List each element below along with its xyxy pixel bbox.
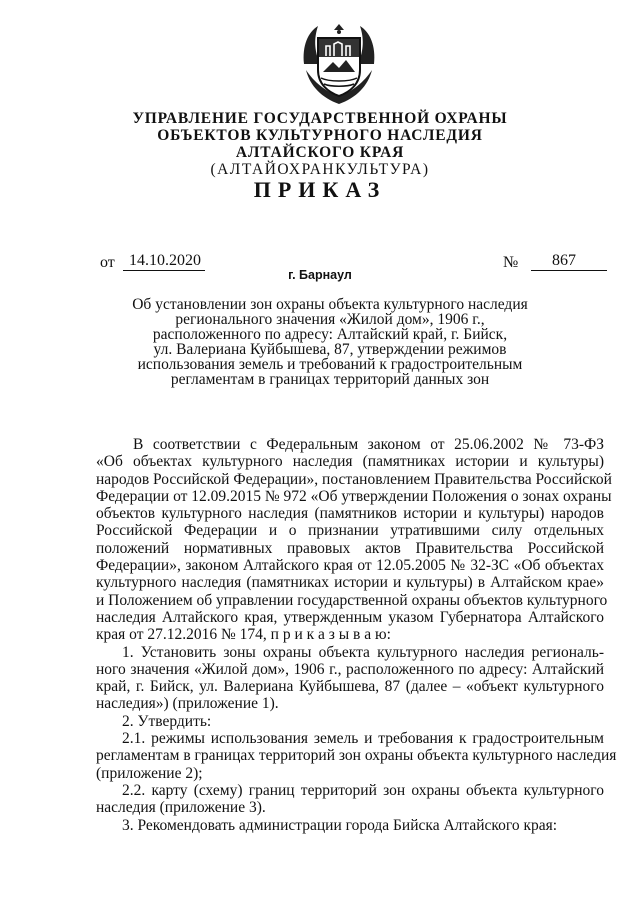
subject-line: ул. Валериана Куйбышева, 87, утверждении режимов: [153, 341, 507, 358]
item-2-2-line: наследия (приложение 3).: [96, 799, 266, 817]
item-1-line: ного значения «Жилой дом», 1906 г., расположенного по адресу: Алтайский: [96, 660, 604, 678]
subject-line: Об установлении зон охраны объекта культурного наследия: [132, 296, 528, 313]
org-short-name: (АЛТАЙОХРАНКУЛЬТУРА): [210, 161, 430, 178]
preamble-line: Российской Федерации и о признании утратившими силу отдельных: [96, 522, 604, 540]
org-name-line-1: УПРАВЛЕНИЕ ГОСУДАРСТВЕННОЙ ОХРАНЫ: [132, 110, 508, 127]
preamble-line: объектов культурного наследия (памятников истории и культуры) народов: [96, 505, 604, 523]
date-prefix: от: [100, 254, 115, 271]
subject-line: расположенного по адресу: Алтайский край, г. Бийск,: [152, 326, 508, 343]
subject-line: регионального значения «Жилой дом», 1906 г.,: [175, 311, 485, 328]
org-name-line-2: ОБЪЕКТОВ КУЛЬТУРНОГО НАСЛЕДИЯ: [157, 127, 483, 144]
preamble-line: края от 27.12.2016 № 174, п р и к а з ы в а ю:: [96, 626, 391, 644]
item-1-line: наследия») (приложение 1).: [96, 695, 279, 713]
preamble-line: «Об объектах культурного наследия (памятниках истории и культуры): [96, 453, 604, 471]
preamble-line: наследия Алтайского края, утвержденным указом Губернатора Алтайского: [96, 608, 604, 626]
item-2-2-line: 2.2. карту (схему) границ территорий зон охраны объекта культурного: [122, 781, 604, 799]
item-2-1-line: регламентам в границах территорий зон охраны объекта культурного наследия: [96, 747, 617, 765]
preamble-line: положений нормативных правовых актов Правительства Российской: [96, 539, 604, 557]
item-2-1-line: 2.1. режимы использования земель и требования к градостроительным: [122, 730, 604, 748]
order-body: [96, 436, 617, 834]
order-number: 867: [552, 252, 576, 269]
number-prefix: №: [503, 254, 519, 271]
document-title: ПРИКАЗ: [253, 177, 387, 202]
preamble-line: В соответствии с Федеральным законом от 25.06.2002 № 73-ФЗ: [133, 436, 604, 453]
item-2-1-line: (приложение 2);: [96, 764, 203, 782]
preamble-line: и Положением об управлении государственной охраны объектов культурного: [96, 591, 608, 609]
preamble-line: Федерации от 12.09.2015 № 972 «Об утверждении Положения о зонах охраны: [96, 487, 612, 505]
item-1-line: 1. Установить зоны охраны объекта культурного наследия региональ-: [122, 643, 604, 661]
altai-krai-emblem: [296, 20, 382, 108]
order-date: 14.10.2020: [129, 252, 201, 269]
order-subject: [100, 297, 560, 387]
item-2: 2. Утвердить:: [122, 712, 212, 730]
subject-line: использования земель и требований к градостроительным: [137, 356, 523, 373]
preamble-line: культурного наследия (памятниках истории и культуры) в Алтайском крае»: [96, 574, 604, 592]
preamble-line: народов Российской Федерации», постановлением Правительства Российской: [96, 470, 612, 488]
city: г. Барнаул: [288, 268, 352, 282]
subject-line: регламентам в границах территорий данных зон: [170, 371, 490, 388]
item-1-line: край, г. Бийск, ул. Валериана Куйбышева, 87 (далее – «объект культурного: [96, 678, 604, 696]
item-3: 3. Рекомендовать администрации города Бийска Алтайского края:: [122, 816, 558, 834]
org-name-line-3: АЛТАЙСКОГО КРАЯ: [235, 144, 405, 161]
preamble-line: Федерации», законом Алтайского края от 12.05.2005 № 32-ЗС «Об объектах: [96, 557, 604, 575]
